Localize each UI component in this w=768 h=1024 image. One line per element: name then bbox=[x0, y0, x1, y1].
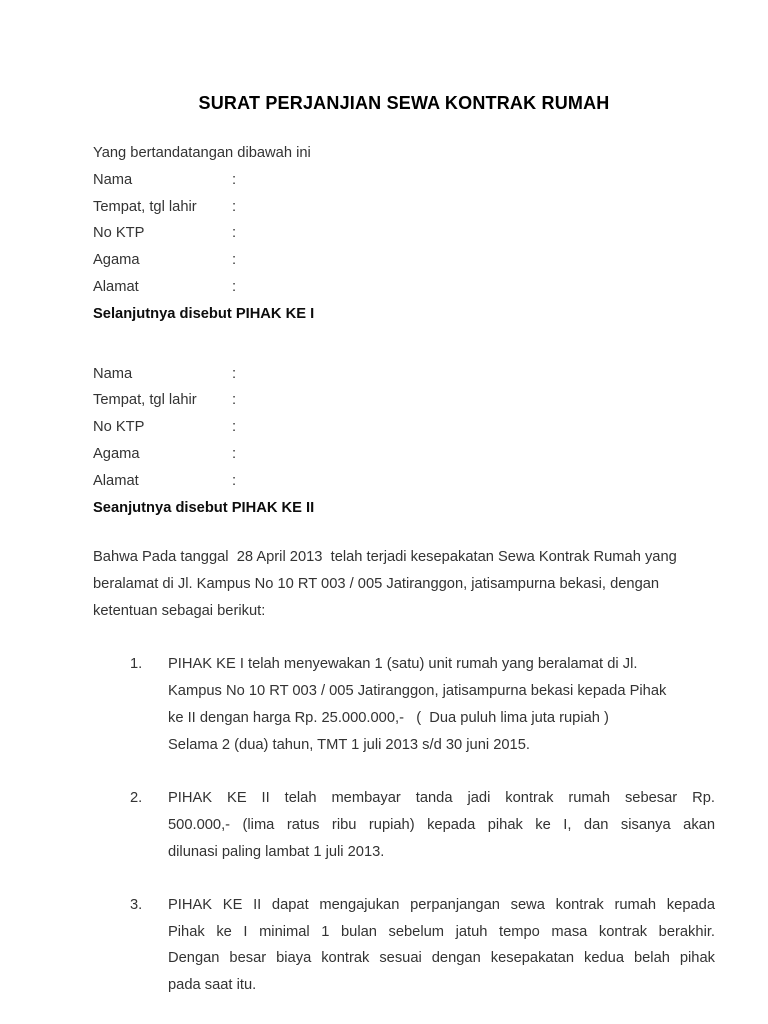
form-field-row bbox=[93, 167, 715, 194]
clause-line: Selama 2 (dua) tahun, TMT 1 juli 2013 s/d 30 juni 2015. bbox=[168, 736, 530, 753]
field-label: No KTP bbox=[93, 419, 145, 436]
clause-number: 2. bbox=[130, 789, 143, 806]
clause-line: Pihak ke I minimal 1 bulan sebelum jatuh tempo masa kontrak berakhir. bbox=[168, 923, 715, 940]
clause-line: PIHAK KE II dapat mengajukan perpanjangan sewa kontrak rumah kepada bbox=[168, 896, 715, 913]
clause-text bbox=[168, 651, 715, 758]
clause-line: pada saat itu. bbox=[168, 977, 257, 994]
field-colon: : bbox=[232, 171, 237, 188]
form-field-row bbox=[93, 414, 715, 441]
field-label: Tempat, tgl lahir bbox=[93, 198, 197, 215]
document-body bbox=[93, 140, 715, 999]
clause-line: PIHAK KE I telah menyewakan 1 (satu) unit rumah yang beralamat di Jl. bbox=[168, 656, 638, 673]
form-field-row bbox=[93, 194, 715, 221]
field-value bbox=[236, 441, 715, 468]
field-colon: : bbox=[232, 278, 237, 295]
field-colon: : bbox=[232, 225, 237, 242]
clause-line: 500.000,- (lima ratus ribu rupiah) kepada pihak ke I, dan sisanya akan bbox=[168, 816, 715, 833]
clause-text bbox=[168, 785, 715, 865]
preamble bbox=[93, 544, 715, 624]
field-label: Nama bbox=[93, 365, 133, 382]
field-colon: : bbox=[232, 419, 237, 436]
form-field-row bbox=[93, 361, 715, 388]
clause-line: ke II dengan harga Rp. 25.000.000,- ( Dua puluh lima juta rupiah ) bbox=[168, 709, 609, 726]
clause-number: 3. bbox=[130, 896, 143, 913]
form-field-row bbox=[93, 247, 715, 274]
field-colon: : bbox=[232, 198, 237, 215]
field-label: Nama bbox=[93, 171, 133, 188]
field-label: Alamat bbox=[93, 472, 139, 489]
field-colon: : bbox=[232, 392, 237, 409]
party-designation: Selanjutnya disebut PIHAK KE I bbox=[93, 305, 315, 322]
document-title: SURAT PERJANJIAN SEWA KONTRAK RUMAH bbox=[198, 93, 610, 113]
clause-line: Kampus No 10 RT 003 / 005 Jatiranggon, jatisampurna bekasi kepada Pihak bbox=[168, 683, 667, 700]
clause-line: dilunasi paling lambat 1 juli 2013. bbox=[168, 843, 385, 860]
field-value bbox=[236, 468, 715, 495]
field-value bbox=[236, 274, 715, 301]
form-field-row bbox=[93, 468, 715, 495]
field-value bbox=[236, 194, 715, 221]
form-field-row bbox=[93, 274, 715, 301]
preamble-line: beralamat di Jl. Kampus No 10 RT 003 / 005 Jatiranggon, jatisampurna bekasi, dengan bbox=[93, 576, 660, 593]
clause-text bbox=[168, 892, 715, 999]
form-field-row bbox=[93, 387, 715, 414]
field-value bbox=[236, 247, 715, 274]
field-label: Alamat bbox=[93, 278, 139, 295]
clause-item bbox=[93, 892, 715, 999]
form-field-row bbox=[93, 220, 715, 247]
clause-number: 1. bbox=[130, 656, 143, 673]
clause-line: PIHAK KE II telah membayar tanda jadi kontrak rumah sebesar Rp. bbox=[168, 789, 715, 806]
field-value bbox=[236, 167, 715, 194]
field-colon: : bbox=[232, 445, 237, 462]
field-colon: : bbox=[232, 472, 237, 489]
field-colon: : bbox=[232, 252, 237, 269]
clauses-list bbox=[93, 651, 715, 999]
field-value bbox=[236, 414, 715, 441]
field-label: No KTP bbox=[93, 225, 145, 242]
party-two-section bbox=[93, 361, 715, 522]
preamble-line: ketentuan sebagai berikut: bbox=[93, 602, 266, 619]
field-colon: : bbox=[232, 365, 237, 382]
field-label: Tempat, tgl lahir bbox=[93, 392, 197, 409]
clause-item bbox=[93, 651, 715, 758]
clause-item bbox=[93, 785, 715, 865]
party-one-section bbox=[93, 167, 715, 328]
field-value bbox=[236, 220, 715, 247]
party-designation: Seanjutnya disebut PIHAK KE II bbox=[93, 499, 315, 516]
field-label: Agama bbox=[93, 445, 140, 462]
field-label: Agama bbox=[93, 252, 140, 269]
field-value bbox=[236, 387, 715, 414]
clause-line: Dengan besar biaya kontrak sesuai dengan kesepakatan kedua belah pihak bbox=[168, 950, 715, 967]
preamble-line: Bahwa Pada tanggal 28 April 2013 telah terjadi kesepakatan Sewa Kontrak Rumah yang bbox=[93, 549, 677, 566]
field-value bbox=[236, 361, 715, 388]
form-field-row bbox=[93, 441, 715, 468]
intro-line: Yang bertandatangan dibawah ini bbox=[93, 145, 311, 161]
